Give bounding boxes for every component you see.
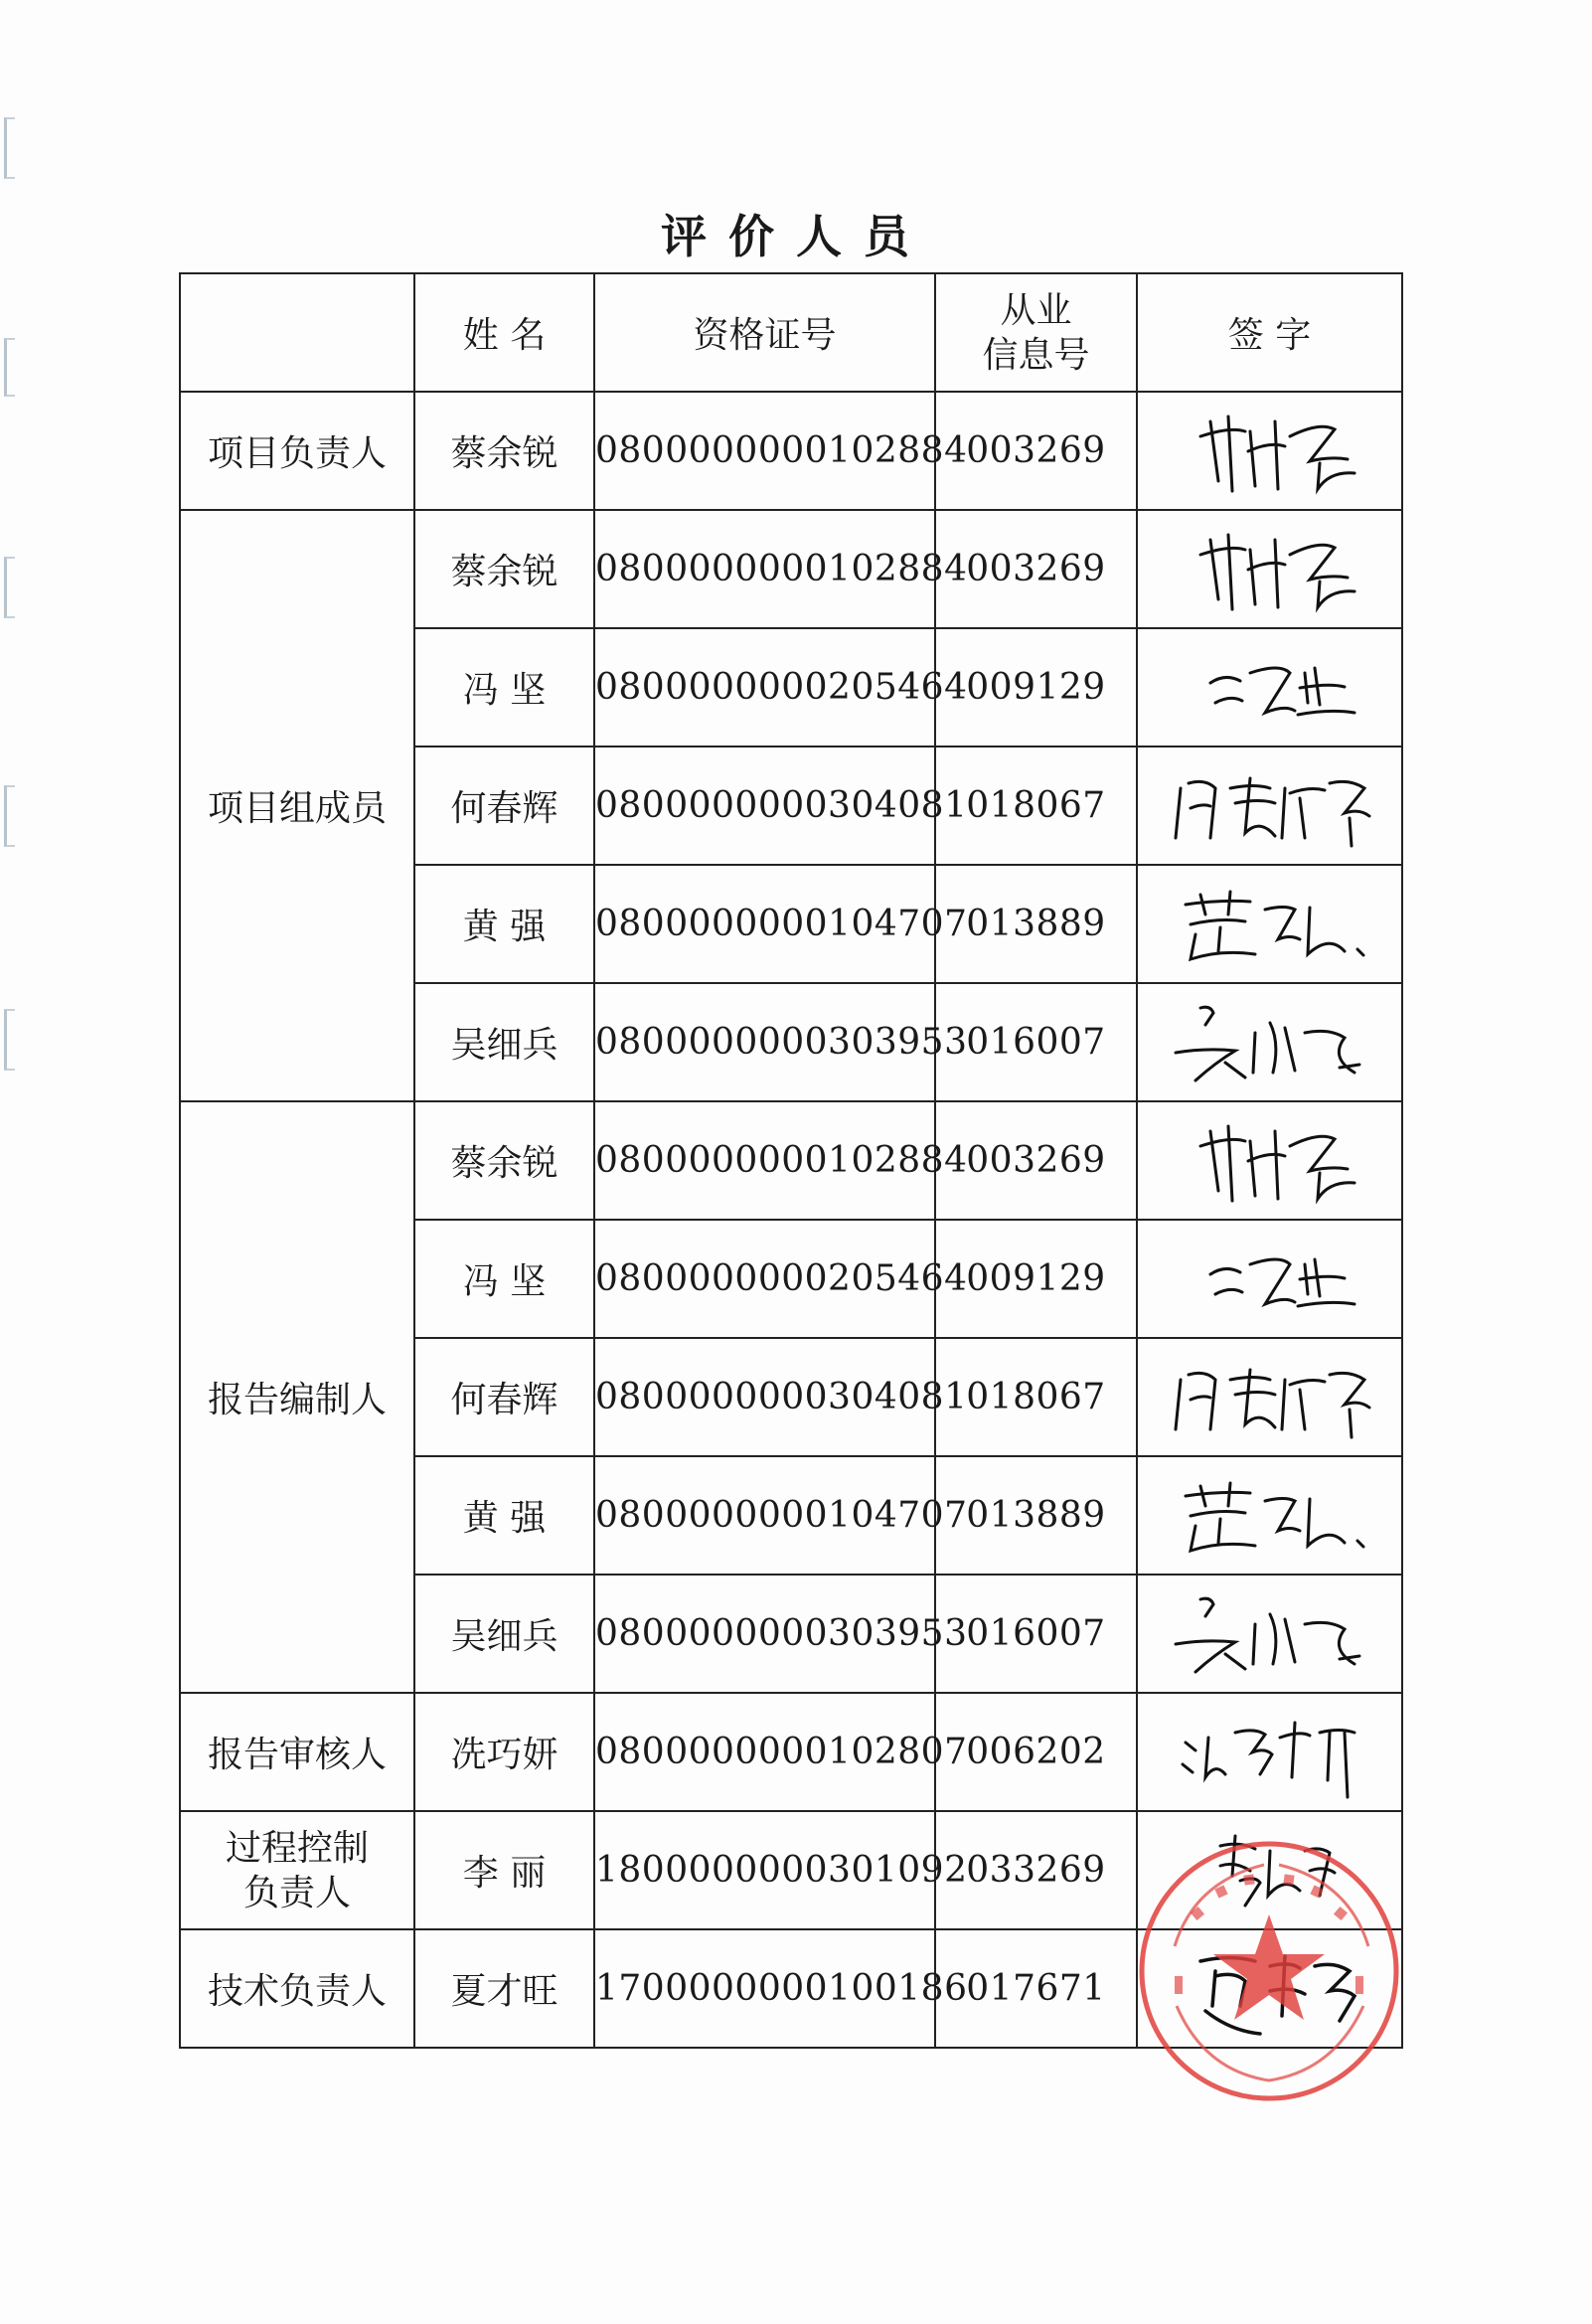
signature-cell [1137,747,1402,865]
name-cell: 何春辉 [414,747,594,865]
cert-cell: 0800000000102884 [594,1101,935,1220]
cert-cell: 0800000000102884 [594,510,935,628]
info-cell: 003269 [935,510,1137,628]
table-row [180,510,1402,628]
info-cell: 013889 [935,865,1137,983]
cert-cell: 0800000000102884 [594,392,935,510]
signature-cai-icon [1171,520,1369,619]
signature-wu-icon [1156,993,1384,1092]
name-cell: 冯 坚 [414,628,594,747]
info-cell: 016007 [935,1575,1137,1693]
name-cell: 黄 强 [414,1456,594,1575]
red-star-seal-icon [1135,1837,1403,2105]
page-title: 评价人员 [661,210,931,263]
signature-he-icon [1161,758,1379,853]
name-cell: 夏才旺 [414,1929,594,2048]
table-row [180,1693,1402,1811]
signature-cell [1137,1101,1402,1220]
table-header-row [180,273,1402,392]
signature-huang-icon [1161,880,1379,969]
role-line2: 负责人 [242,1872,351,1913]
info-cell: 018067 [935,747,1137,865]
header-sign: 签 字 [1137,273,1402,392]
info-cell: 017671 [935,1929,1137,2048]
signature-feng-icon [1171,643,1369,733]
scan-edge-marks [4,0,18,1193]
signature-huang-icon [1161,1471,1379,1561]
cert-cell: 0800000000102807 [594,1693,935,1811]
info-cell: 009129 [935,628,1137,747]
cert-cell: 0800000000303953 [594,1575,935,1693]
name-cell: 冼巧妍 [414,1693,594,1811]
signature-wu-icon [1156,1584,1384,1684]
cert-cell: 1800000000301092 [594,1811,935,1929]
cert-cell: 0800000000205464 [594,1220,935,1338]
name-cell: 黄 强 [414,865,594,983]
signature-xian-icon [1161,1703,1379,1802]
signature-cell [1137,1575,1402,1693]
cert-cell: 0800000000304081 [594,747,935,865]
role-cell: 项目组成员 [180,510,414,1101]
signature-feng-icon [1171,1235,1369,1324]
signature-cell [1137,510,1402,628]
signature-he-icon [1161,1350,1379,1444]
signature-cai-icon [1171,1111,1369,1211]
name-cell: 吴细兵 [414,1575,594,1693]
signature-cell [1137,392,1402,510]
name-cell: 吴细兵 [414,983,594,1101]
name-cell: 李 丽 [414,1811,594,1929]
signature-cai-icon [1171,402,1369,501]
signature-cell [1137,983,1402,1101]
info-cell: 009129 [935,1220,1137,1338]
header-name: 姓 名 [414,273,594,392]
header-role [180,273,414,392]
cert-cell: 0800000000303953 [594,983,935,1101]
name-cell: 何春辉 [414,1338,594,1456]
info-cell: 003269 [935,392,1137,510]
role-line1: 过程控制 [225,1827,369,1869]
header-cert: 资格证号 [594,273,935,392]
name-cell: 蔡余锐 [414,510,594,628]
staff-table [179,272,1403,2049]
info-cell: 016007 [935,983,1137,1101]
signature-cell [1137,865,1402,983]
info-cell: 018067 [935,1338,1137,1456]
header-info [935,273,1137,392]
info-cell: 013889 [935,1456,1137,1575]
table-row [180,392,1402,510]
name-cell: 蔡余锐 [414,1101,594,1220]
info-cell: 033269 [935,1811,1137,1929]
header-info-line2: 信息号 [982,334,1090,376]
signature-cell [1137,1456,1402,1575]
header-info-line1: 从业 [1000,289,1072,331]
cert-cell: 0800000000205464 [594,628,935,747]
signature-cell [1137,628,1402,747]
signature-cell [1137,1693,1402,1811]
role-cell: 报告审核人 [180,1693,414,1811]
role-cell: 项目负责人 [180,392,414,510]
cert-cell: 0800000000104707 [594,865,935,983]
signature-cell [1137,1220,1402,1338]
info-cell: 006202 [935,1693,1137,1811]
signature-cell [1137,1338,1402,1456]
role-cell: 技术负责人 [180,1929,414,2048]
role-cell [180,1811,414,1929]
cert-cell: 1700000000100186 [594,1929,935,2048]
cert-cell: 0800000000104707 [594,1456,935,1575]
table-row [180,1101,1402,1220]
name-cell: 冯 坚 [414,1220,594,1338]
info-cell: 003269 [935,1101,1137,1220]
role-cell: 报告编制人 [180,1101,414,1693]
cert-cell: 0800000000304081 [594,1338,935,1456]
name-cell: 蔡余锐 [414,392,594,510]
